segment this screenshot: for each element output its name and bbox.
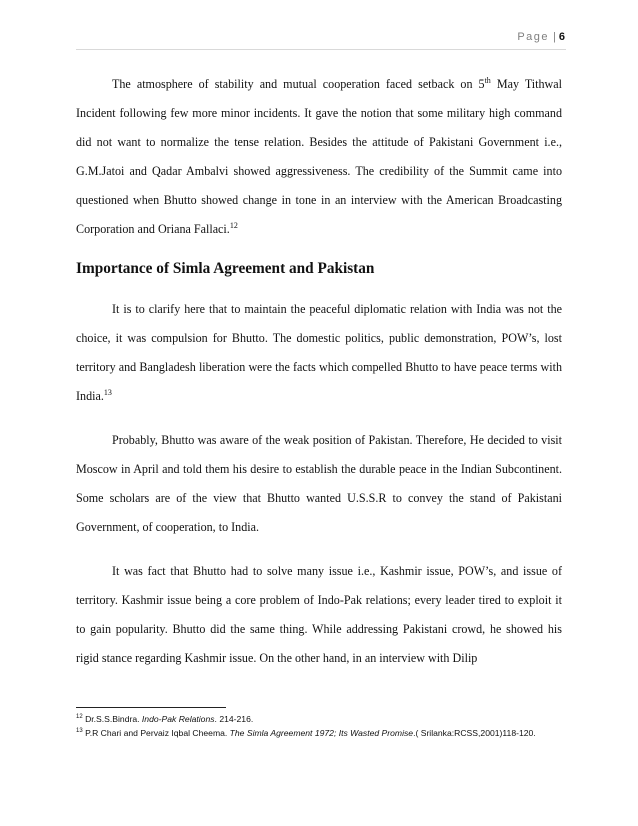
page-body <box>76 70 562 673</box>
section-heading: Importance of Simla Agreement and Pakistan <box>76 260 375 277</box>
footnote-number: 12 <box>76 714 83 721</box>
ordinal-superscript: th <box>484 75 491 85</box>
page-header <box>517 31 565 43</box>
footnote-title: The Simla Agreement 1972; Its Wasted Promise <box>229 727 414 738</box>
paragraph-4-text: It was fact that Bhutto had to solve many issue i.e., Kashmir issue, POW’s, and issue of territory. Kashmir issue being a core problem of Indo-Pak relations; every leader tired to exploit it to gain popularity. Bhutto did the same thing. While addressing Pakistani crowd, he showed his rigid stance regarding Kashmir issue. On the other hand, in an interview with Dilip <box>76 564 562 665</box>
footnotes <box>76 713 562 740</box>
footnote-title: Indo-Pak Relations <box>141 714 215 724</box>
paragraph-4 <box>76 557 562 673</box>
footnote-ref-12: 12 <box>229 220 238 230</box>
page-label: Page <box>517 31 550 43</box>
footnote-author: Dr.S.S.Bindra. <box>82 714 142 724</box>
header-rule <box>76 49 566 50</box>
footnote-13 <box>76 727 562 741</box>
paragraph-2 <box>76 295 562 411</box>
paragraph-1-text-rest: May Tithwal Incident following few more minor incidents. It gave the notion that some military high command did not want to normalize the tense relation. Besides the attitude of Pakistani Government i.e., G.M.Jatoi and Qadar Ambalvi showed aggressiveness. The credibility of the Summit came into questioned when Bhutto showed change in tone in an interview with the American Broadcasting Corporation and Oriana Fallaci. <box>76 77 563 236</box>
footnote-number: 13 <box>76 727 83 734</box>
paragraph-1-text: The atmosphere of stability and mutual cooperation faced setback on 5 <box>112 77 485 91</box>
paragraph-3-text: Probably, Bhutto was aware of the weak position of Pakistan. Therefore, He decided to visit Moscow in April and told them his desire to establish the durable peace in the Indian Subcontinent. Some scholars are of the view that Bhutto wanted U.S.S.R to convey the stand of Pakistani Government, of cooperation, to India. <box>76 433 562 534</box>
footnote-author: P.R Chari and Pervaiz Iqbal Cheema. <box>82 727 230 738</box>
footnote-pages: . 214-216. <box>214 714 254 724</box>
paragraph-1 <box>76 70 562 244</box>
paragraph-2-text: It is to clarify here that to maintain the peaceful diplomatic relation with India was not the choice, it was compulsion for Bhutto. The domestic politics, public demonstration, POW’s, lost territory and Bangladesh liberation were the facts which compelled Bhutto to have peace terms with India. <box>76 302 562 403</box>
footnote-12 <box>76 713 562 727</box>
footnote-rule <box>76 707 226 708</box>
paragraph-3 <box>76 426 562 542</box>
page-number: 6 <box>558 31 565 43</box>
footnote-ref-13: 13 <box>103 387 112 397</box>
footnote-pages: .( Srilanka:RCSS,2001)118-120. <box>413 727 536 738</box>
page-separator: | <box>553 31 556 43</box>
